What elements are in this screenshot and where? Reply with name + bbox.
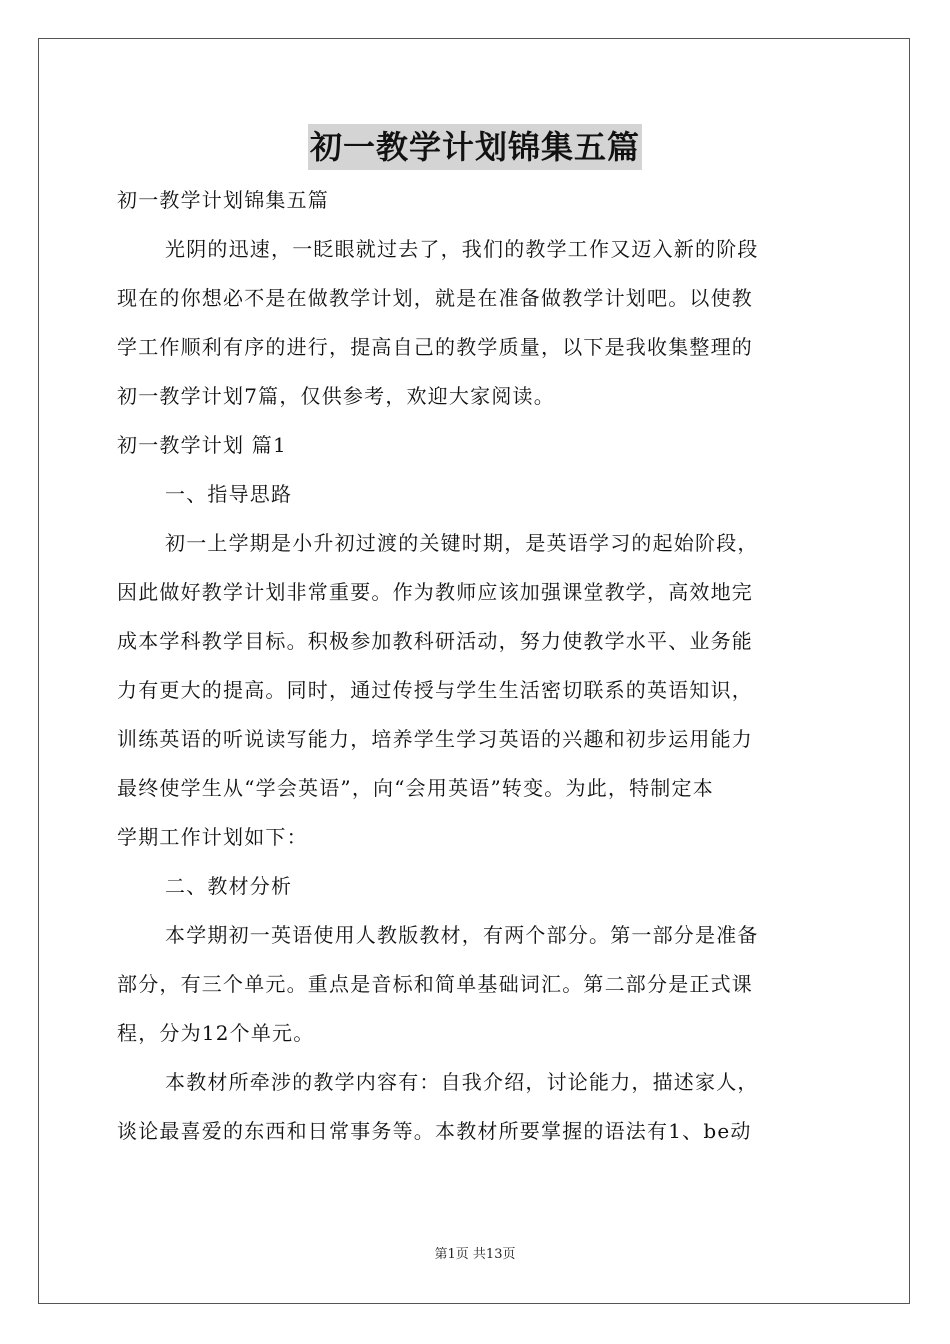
title-container: [0, 124, 950, 170]
subtitle-line: 初一教学计划锦集五篇: [117, 188, 329, 212]
paragraph-line: 现在的你想必不是在做教学计划，就是在准备做教学计划吧。以使教: [117, 286, 753, 310]
paragraph-line: 因此做好教学计划非常重要。作为教师应该加强课堂教学，高效地完: [117, 580, 753, 604]
paragraph-line: 训练英语的听说读写能力，培养学生学习英语的兴趣和初步运用能力: [117, 727, 753, 751]
paragraph-line: 本教材所牵涉的教学内容有：自我介绍，讨论能力，描述家人，: [165, 1070, 759, 1094]
paragraph-line: 成本学科教学目标。积极参加教科研活动，努力使教学水平、业务能: [117, 629, 753, 653]
page-number-footer: 第1页 共13页: [434, 1247, 516, 1262]
paragraph-line: 初一上学期是小升初过渡的关键时期，是英语学习的起始阶段，: [165, 531, 759, 555]
subheading-line: 一、指导思路: [165, 482, 293, 506]
paragraph-line: 光阴的迅速，一眨眼就过去了，我们的教学工作又迈入新的阶段: [165, 237, 759, 261]
paragraph-line: 力有更大的提高。同时，通过传授与学生生活密切联系的英语知识，: [117, 678, 753, 702]
subheading-line: 二、教材分析: [165, 874, 293, 898]
paragraph-line: 学期工作计划如下：: [117, 825, 308, 849]
paragraph-line: 最终使学生从“学会英语”，向“会用英语”转变。为此，特制定本: [117, 776, 714, 800]
section-heading: 初一教学计划 篇1: [117, 433, 287, 457]
paragraph-line: 谈论最喜爱的东西和日常事务等。本教材所要掌握的语法有1、be动: [117, 1119, 752, 1143]
paragraph-line: 学工作顺利有序的进行，提高自己的教学质量，以下是我收集整理的: [117, 335, 753, 359]
paragraph-line: 程，分为12个单元。: [117, 1021, 315, 1045]
paragraph-line: 部分，有三个单元。重点是音标和简单基础词汇。第二部分是正式课: [117, 972, 753, 996]
paragraph-line: 本学期初一英语使用人教版教材，有两个部分。第一部分是准备: [165, 923, 759, 947]
document-title: 初一教学计划锦集五篇: [308, 124, 642, 170]
paragraph-line: 初一教学计划7篇，仅供参考，欢迎大家阅读。: [117, 384, 555, 408]
document-body: [117, 176, 833, 1156]
